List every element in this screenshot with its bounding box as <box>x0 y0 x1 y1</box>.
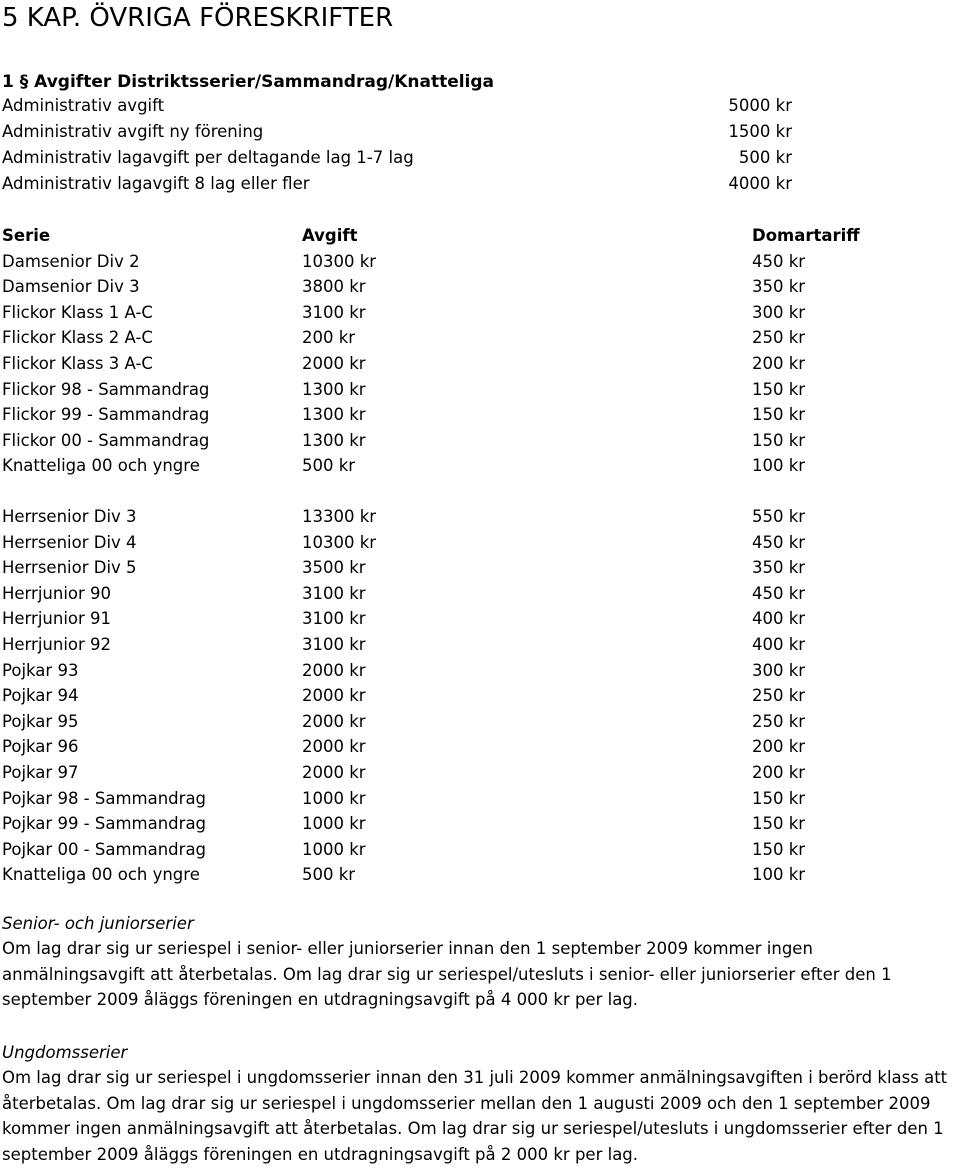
cell-avgift: 1000 kr <box>302 839 366 859</box>
table-row <box>2 377 958 402</box>
cell-domartariff: 150 kr <box>752 379 806 399</box>
cell-domartariff: 450 kr <box>752 583 806 603</box>
cell-serie: Flickor Klass 1 A-C <box>2 302 153 322</box>
cell-serie: Damsenior Div 3 <box>2 277 140 297</box>
table-row <box>2 453 958 478</box>
admin-fee-label: Administrativ avgift <box>2 96 165 115</box>
admin-fee-value: 5000 kr <box>728 96 792 115</box>
cell-serie: Herrsenior Div 5 <box>2 558 137 578</box>
cell-serie: Herrjunior 92 <box>2 635 112 654</box>
cell-domartariff: 350 kr <box>752 558 806 578</box>
table-row <box>2 351 958 376</box>
table-row <box>2 811 958 836</box>
youth-heading: Ungdomsserier <box>2 1043 128 1062</box>
cell-domartariff: 300 kr <box>752 660 806 680</box>
cell-serie: Flickor 00 - Sammandrag <box>2 430 210 450</box>
table-row <box>2 581 958 606</box>
page-title: 5 KAP. ÖVRIGA FÖRESKRIFTER <box>2 3 394 33</box>
cell-domartariff: 200 kr <box>752 353 806 373</box>
table-row <box>2 658 958 683</box>
cell-serie: Herrjunior 90 <box>2 583 112 603</box>
table-row <box>2 249 958 274</box>
table-row <box>2 734 958 759</box>
cell-serie: Herrsenior Div 3 <box>2 507 137 526</box>
cell-domartariff: 300 kr <box>752 302 806 322</box>
youth-paragraph: Om lag drar sig ur seriespel i ungdomsserier innan den 31 juli 2009 kommer anmälningsavgiften i berörd klass att återbetalas. Om lag drar sig ur seriespel i ungdomsserier mellan den 1 augusti 2009 och den 1 september 2009 kommer ingen anmälningsavgift att återbetalas. Om lag drar sig ur seriespel/utesluts i ungdomsserier efter den 1 september 2009 åläggs föreningen en utdragningsavgift på 2 000 kr per lag. <box>2 1068 948 1165</box>
table-row <box>2 632 958 657</box>
cell-avgift: 1300 kr <box>302 430 366 450</box>
cell-domartariff: 100 kr <box>752 865 806 885</box>
table-row <box>2 760 958 785</box>
cell-avgift: 1300 kr <box>302 405 366 425</box>
cell-serie: Herrsenior Div 4 <box>2 532 137 552</box>
cell-avgift: 3100 kr <box>302 302 366 322</box>
cell-domartariff: 550 kr <box>752 507 806 526</box>
cell-domartariff: 150 kr <box>752 814 806 834</box>
section-heading: 1 § Avgifter Distriktsserier/Sammandrag/Knatteliga <box>2 72 495 92</box>
cell-avgift: 3100 kr <box>302 635 366 654</box>
cell-domartariff: 250 kr <box>752 328 806 348</box>
admin-fee-label: Administrativ lagavgift per deltagande lag 1-7 lag <box>2 148 414 167</box>
senior-paragraph: Om lag drar sig ur seriespel i senior- eller juniorserier innan den 1 september 2009 kommer ingen anmälningsavgift att återbetalas. Om lag drar sig ur seriespel/utesluts i senior- eller juniorserier efter den 1 september 2009 åläggs föreningen en utdragningsavgift på 4 000 kr per lag. <box>2 939 892 1010</box>
table-row <box>2 683 958 708</box>
cell-avgift: 2000 kr <box>302 686 366 706</box>
admin-fee-value: 1500 kr <box>728 122 792 141</box>
cell-avgift: 2000 kr <box>302 353 366 373</box>
cell-domartariff: 450 kr <box>752 251 806 271</box>
table-row <box>2 530 958 555</box>
cell-avgift: 10300 kr <box>302 532 377 552</box>
cell-avgift: 200 kr <box>302 328 356 348</box>
cell-domartariff: 450 kr <box>752 532 806 552</box>
cell-domartariff: 400 kr <box>752 609 806 629</box>
cell-avgift: 1000 kr <box>302 788 366 808</box>
cell-avgift: 2000 kr <box>302 711 366 731</box>
admin-fee-label: Administrativ lagavgift 8 lag eller fler <box>2 174 310 193</box>
column-header-serie: Serie <box>2 226 51 245</box>
cell-serie: Flickor Klass 3 A-C <box>2 353 153 373</box>
cell-avgift: 2000 kr <box>302 737 366 757</box>
cell-domartariff: 400 kr <box>752 635 806 654</box>
table-row <box>2 402 958 427</box>
admin-fee-row <box>2 171 792 196</box>
cell-serie: Pojkar 98 - Sammandrag <box>2 788 207 808</box>
cell-avgift: 3100 kr <box>302 583 366 603</box>
cell-domartariff: 250 kr <box>752 686 806 706</box>
cell-avgift: 3100 kr <box>302 609 366 629</box>
admin-fee-value: 4000 kr <box>728 174 792 193</box>
cell-serie: Pojkar 97 <box>2 763 79 782</box>
cell-avgift: 13300 kr <box>302 507 377 526</box>
admin-fee-row <box>2 145 792 170</box>
cell-domartariff: 150 kr <box>752 788 806 808</box>
cell-avgift: 3800 kr <box>302 277 366 297</box>
table-row <box>2 504 958 529</box>
cell-serie: Pojkar 93 <box>2 660 79 680</box>
table-row <box>2 274 958 299</box>
cell-serie: Pojkar 99 - Sammandrag <box>2 814 207 834</box>
table-header-row <box>2 223 958 248</box>
admin-fee-row <box>2 93 792 118</box>
cell-serie: Pojkar 94 <box>2 686 79 706</box>
cell-avgift: 2000 kr <box>302 660 366 680</box>
cell-avgift: 1000 kr <box>302 814 366 834</box>
cell-domartariff: 150 kr <box>752 430 806 450</box>
admin-fee-value: 500 kr <box>738 148 792 167</box>
senior-heading: Senior- och juniorserier <box>2 914 194 933</box>
cell-serie: Pojkar 96 <box>2 737 79 757</box>
table-row <box>2 300 958 325</box>
cell-avgift: 2000 kr <box>302 763 366 782</box>
cell-serie: Flickor Klass 2 A-C <box>2 328 153 348</box>
table-row <box>2 837 958 862</box>
table-row <box>2 862 958 887</box>
cell-domartariff: 150 kr <box>752 839 806 859</box>
cell-domartariff: 200 kr <box>752 737 806 757</box>
cell-domartariff: 250 kr <box>752 711 806 731</box>
cell-serie: Knatteliga 00 och yngre <box>2 865 200 885</box>
cell-avgift: 10300 kr <box>302 251 377 271</box>
cell-avgift: 500 kr <box>302 865 356 885</box>
admin-fee-label: Administrativ avgift ny förening <box>2 122 264 141</box>
cell-serie: Pojkar 95 <box>2 711 79 731</box>
table-row <box>2 786 958 811</box>
admin-fee-row <box>2 119 792 144</box>
table-row <box>2 709 958 734</box>
table-row <box>2 555 958 580</box>
column-header-avgift: Avgift <box>302 226 358 245</box>
cell-domartariff: 200 kr <box>752 763 806 782</box>
cell-domartariff: 350 kr <box>752 277 806 297</box>
cell-domartariff: 150 kr <box>752 405 806 425</box>
cell-serie: Flickor 99 - Sammandrag <box>2 405 210 425</box>
column-header-domartariff: Domartariff <box>752 226 860 245</box>
cell-serie: Knatteliga 00 och yngre <box>2 456 200 476</box>
table-row <box>2 325 958 350</box>
cell-serie: Flickor 98 - Sammandrag <box>2 379 210 399</box>
cell-serie: Herrjunior 91 <box>2 609 112 629</box>
cell-domartariff: 100 kr <box>752 456 806 476</box>
table-row <box>2 428 958 453</box>
cell-serie: Damsenior Div 2 <box>2 251 140 271</box>
cell-avgift: 3500 kr <box>302 558 366 578</box>
cell-serie: Pojkar 00 - Sammandrag <box>2 839 207 859</box>
cell-avgift: 500 kr <box>302 456 356 476</box>
cell-avgift: 1300 kr <box>302 379 366 399</box>
table-row <box>2 606 958 631</box>
